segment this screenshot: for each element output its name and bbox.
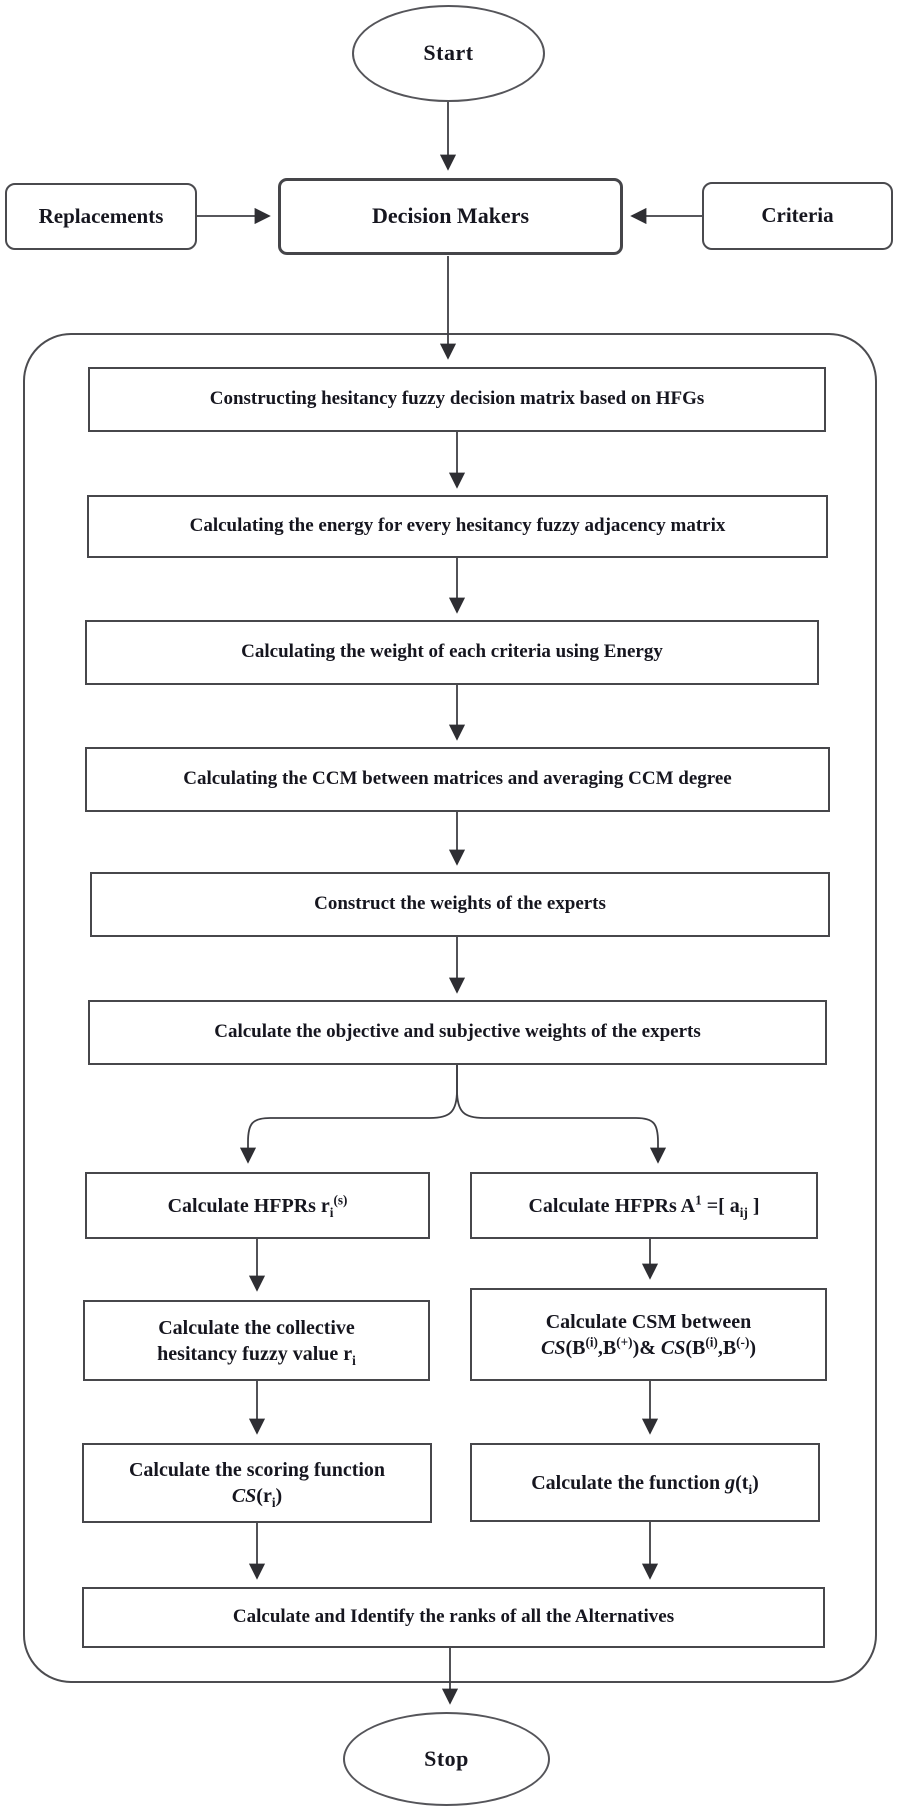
step-obj-subj-weights-label: Calculate the objective and subjective weights of the experts xyxy=(214,1021,701,1043)
start-label: Start xyxy=(423,40,474,66)
step-weight-criteria-label: Calculating the weight of each criteria using Energy xyxy=(241,641,663,663)
step-obj-subj-weights xyxy=(88,1000,827,1065)
step-ranks xyxy=(82,1587,825,1648)
replacements-node xyxy=(5,183,197,250)
step-expert-weights-label: Construct the weights of the experts xyxy=(314,893,606,915)
step-energy-label: Calculating the energy for every hesitancy fuzzy adjacency matrix xyxy=(189,515,726,537)
step-energy xyxy=(87,495,828,558)
step-expert-weights xyxy=(90,872,830,937)
criteria-node xyxy=(702,182,893,250)
left-collective-step xyxy=(83,1300,430,1381)
right-g-function-label: Calculate the function $g(t_i)$ xyxy=(531,1471,759,1497)
right-csm-step xyxy=(470,1288,827,1381)
left-collective-label: Calculate the collective hesitancy fuzzy value $r_i$ xyxy=(157,1316,356,1368)
decision-makers-node xyxy=(278,178,623,255)
criteria-label: Criteria xyxy=(761,203,834,228)
step-construct-matrix-label: Constructing hesitancy fuzzy decision matrix based on HFGs xyxy=(209,388,705,410)
left-hfpr-step xyxy=(85,1172,430,1239)
left-scoring-label: Calculate the scoring function $CS(r_i)$ xyxy=(128,1459,386,1510)
replacements-label: Replacements xyxy=(38,203,164,228)
step-ccm xyxy=(85,747,830,812)
stop-label: Stop xyxy=(424,1745,469,1771)
stop-terminator xyxy=(343,1712,550,1806)
right-hfpr-step xyxy=(470,1172,818,1239)
left-scoring-step xyxy=(82,1443,432,1523)
right-csm-label: Calculate CSM between $CS(B^{(i)},B^{(+)})\&$ $CS(B^{(i)},B^{(-)})$ xyxy=(540,1310,757,1359)
step-ccm-label: Calculating the CCM between matrices and averaging CCM degree xyxy=(183,768,732,790)
start-terminator xyxy=(352,5,545,102)
step-ranks-label: Calculate and Identify the ranks of all the Alternatives xyxy=(232,1606,675,1628)
left-hfpr-label: Calculate HFPRs $r_i^{(s)}$ xyxy=(167,1191,348,1220)
step-weight-criteria xyxy=(85,620,819,685)
decision-makers-label: Decision Makers xyxy=(371,203,530,229)
right-g-function-step xyxy=(470,1443,820,1522)
step-construct-matrix xyxy=(88,367,826,432)
right-hfpr-label: Calculate HFPRs $A^1$ =[ $a_{ij}$ ] xyxy=(528,1191,760,1220)
